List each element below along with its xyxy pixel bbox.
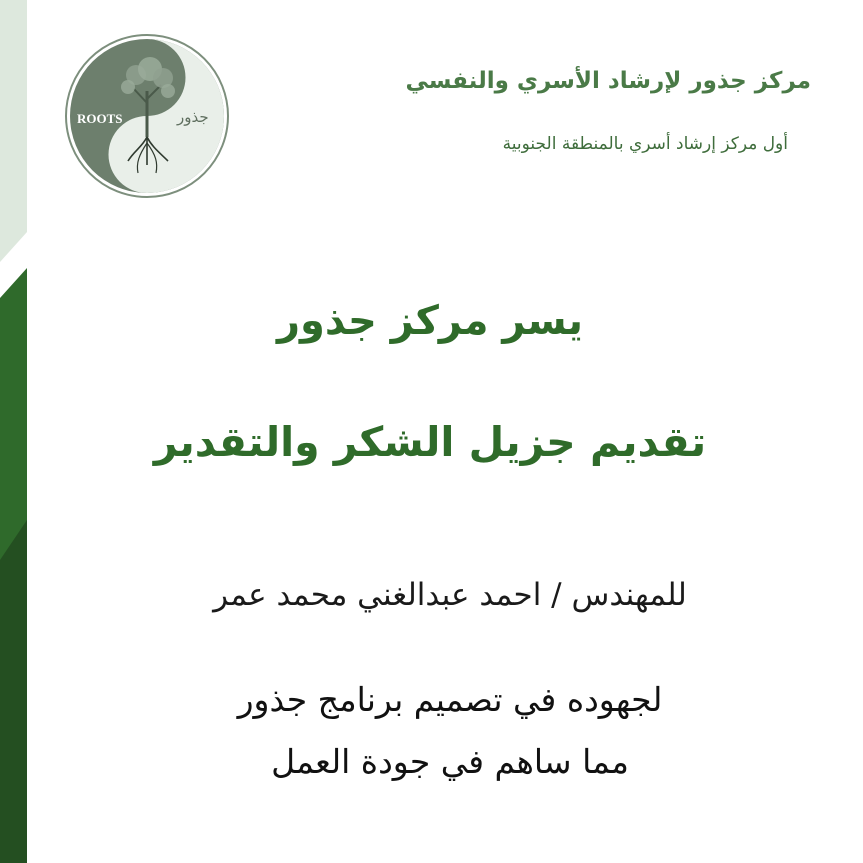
decorative-side-strip	[0, 0, 27, 863]
center-tagline: أول مركز إرشاد أسري بالمنطقة الجنوبية	[502, 134, 788, 154]
logo-text-en: ROOTS	[77, 111, 123, 126]
headline-line-1: يسر مركز جذور	[276, 298, 584, 344]
center-name-title: مركز جذور لإرشاد الأسري والنفسي	[405, 68, 811, 94]
logo-text-ar: جذور	[177, 108, 209, 126]
headline-line-2: تقديم جزيل الشكر والتقدير	[153, 418, 707, 466]
roots-logo	[64, 33, 230, 199]
recipient-name: للمهندس / احمد عبدالغني محمد عمر	[213, 577, 687, 613]
reason-line-2: مما ساهم في جودة العمل	[271, 742, 629, 781]
reason-line-1: لجهوده في تصميم برنامج جذور	[237, 680, 663, 719]
